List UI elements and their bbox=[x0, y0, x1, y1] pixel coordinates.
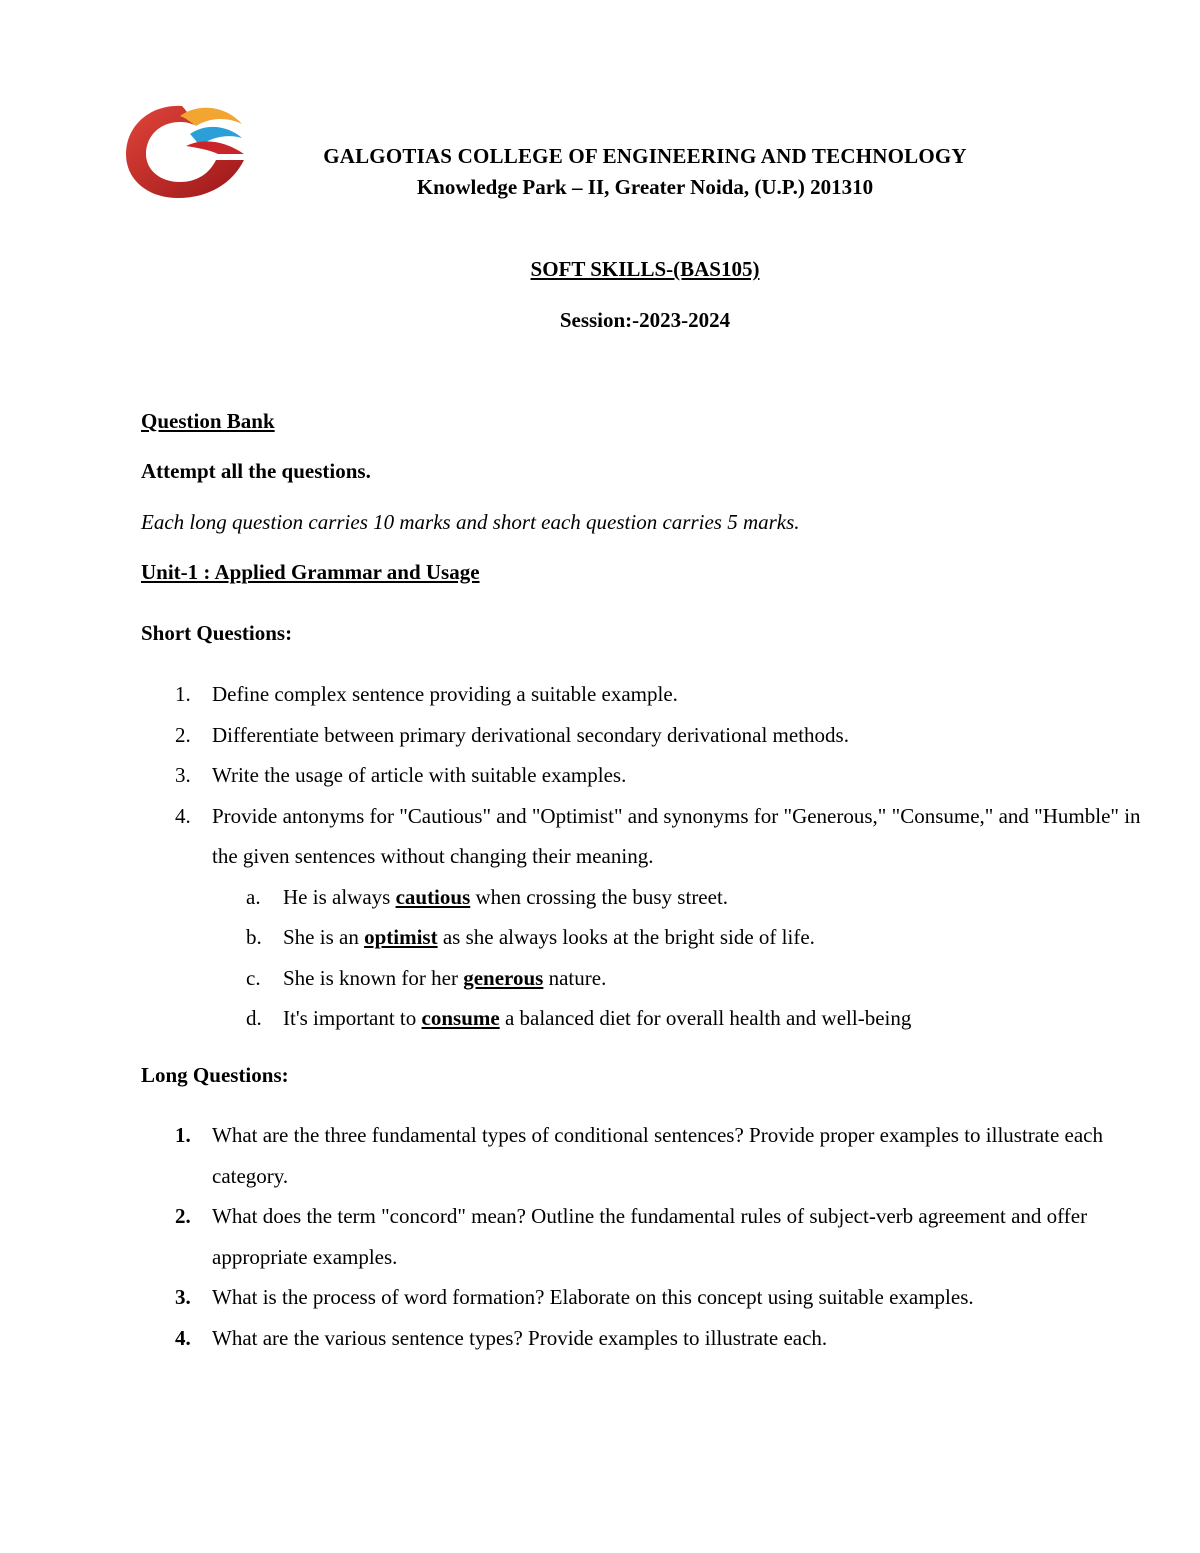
sub-item-label: a. bbox=[246, 884, 261, 909]
item-text: What are the various sentence types? Provide examples to illustrate each. bbox=[212, 1325, 828, 1350]
item-number: 1. bbox=[175, 682, 191, 706]
item-number: 1. bbox=[175, 1123, 191, 1147]
sub-question-list bbox=[212, 877, 1151, 1039]
item-number: 2. bbox=[175, 722, 191, 747]
marks-note: Each long question carries 10 marks and short each question carries 5 marks. bbox=[141, 510, 800, 534]
list-item bbox=[141, 715, 1151, 756]
item-number: 2. bbox=[175, 1204, 191, 1228]
item-text: What does the term "concord" mean? Outline the fundamental rules of subject-verb agreement and offer appropriate examples. bbox=[212, 1204, 1088, 1269]
item-number: 4. bbox=[175, 803, 191, 828]
college-name: GALGOTIAS COLLEGE OF ENGINEERING AND TECHNOLOGY bbox=[323, 144, 967, 168]
sub-item-label: b. bbox=[246, 925, 262, 949]
sub-item-label: d. bbox=[246, 1006, 262, 1030]
sub-item-text-after: as she always looks at the bright side of life. bbox=[437, 925, 815, 949]
item-text: Define complex sentence providing a suitable example. bbox=[212, 682, 678, 706]
short-questions-heading: Short Questions: bbox=[141, 621, 293, 645]
list-item bbox=[141, 1318, 1151, 1359]
short-questions-list bbox=[141, 674, 1151, 1039]
question-bank-heading: Question Bank bbox=[141, 409, 275, 433]
sub-list-item bbox=[212, 998, 1151, 1039]
instruction-text: Attempt all the questions. bbox=[141, 459, 371, 483]
item-text: Differentiate between primary derivational secondary derivational methods. bbox=[212, 722, 849, 747]
sub-item-text-before: She is an bbox=[283, 925, 365, 949]
list-item bbox=[141, 755, 1151, 796]
course-title: SOFT SKILLS-(BAS105) bbox=[530, 257, 760, 281]
sub-item-text-before: She is known for her bbox=[283, 965, 464, 990]
item-text: What are the three fundamental types of conditional sentences? Provide proper examples to illustrate each category. bbox=[212, 1123, 1103, 1188]
item-number: 3. bbox=[175, 763, 191, 787]
sub-list-item bbox=[212, 958, 1151, 999]
item-text: Provide antonyms for "Cautious" and "Optimist" and synonyms for "Generous," "Consume," and "Humble" in the given sentences without changing their meaning. bbox=[212, 803, 1141, 868]
list-item bbox=[141, 1196, 1151, 1277]
sub-item-text-before: He is always bbox=[283, 884, 396, 909]
sub-item-keyword: cautious bbox=[395, 884, 471, 909]
item-text: Write the usage of article with suitable examples. bbox=[212, 763, 627, 787]
list-item bbox=[141, 674, 1151, 715]
college-address: Knowledge Park – II, Greater Noida, (U.P.) 201310 bbox=[416, 175, 874, 199]
list-item bbox=[141, 1115, 1151, 1196]
sub-item-text-after: a balanced diet for overall health and well-being bbox=[499, 1006, 912, 1030]
sub-item-text-before: It's important to bbox=[283, 1006, 422, 1030]
item-number: 4. bbox=[175, 1325, 191, 1350]
sub-list-item bbox=[212, 917, 1151, 958]
sub-item-keyword: consume bbox=[421, 1006, 500, 1030]
long-questions-list bbox=[141, 1115, 1151, 1358]
sub-item-label: c. bbox=[246, 965, 261, 990]
item-number: 3. bbox=[175, 1285, 191, 1309]
list-item bbox=[141, 796, 1151, 1039]
list-item bbox=[141, 1277, 1151, 1318]
sub-list-item bbox=[212, 877, 1151, 918]
item-text: What is the process of word formation? Elaborate on this concept using suitable examples. bbox=[212, 1285, 974, 1309]
sub-item-keyword: optimist bbox=[364, 925, 438, 949]
long-questions-heading: Long Questions: bbox=[141, 1063, 289, 1087]
sub-item-text-after: nature. bbox=[543, 965, 607, 990]
sub-item-keyword: generous bbox=[463, 965, 544, 990]
session-label: Session:-2023-2024 bbox=[559, 308, 731, 332]
unit-title: Unit-1 : Applied Grammar and Usage bbox=[141, 560, 480, 584]
sub-item-text-after: when crossing the busy street. bbox=[470, 884, 729, 909]
